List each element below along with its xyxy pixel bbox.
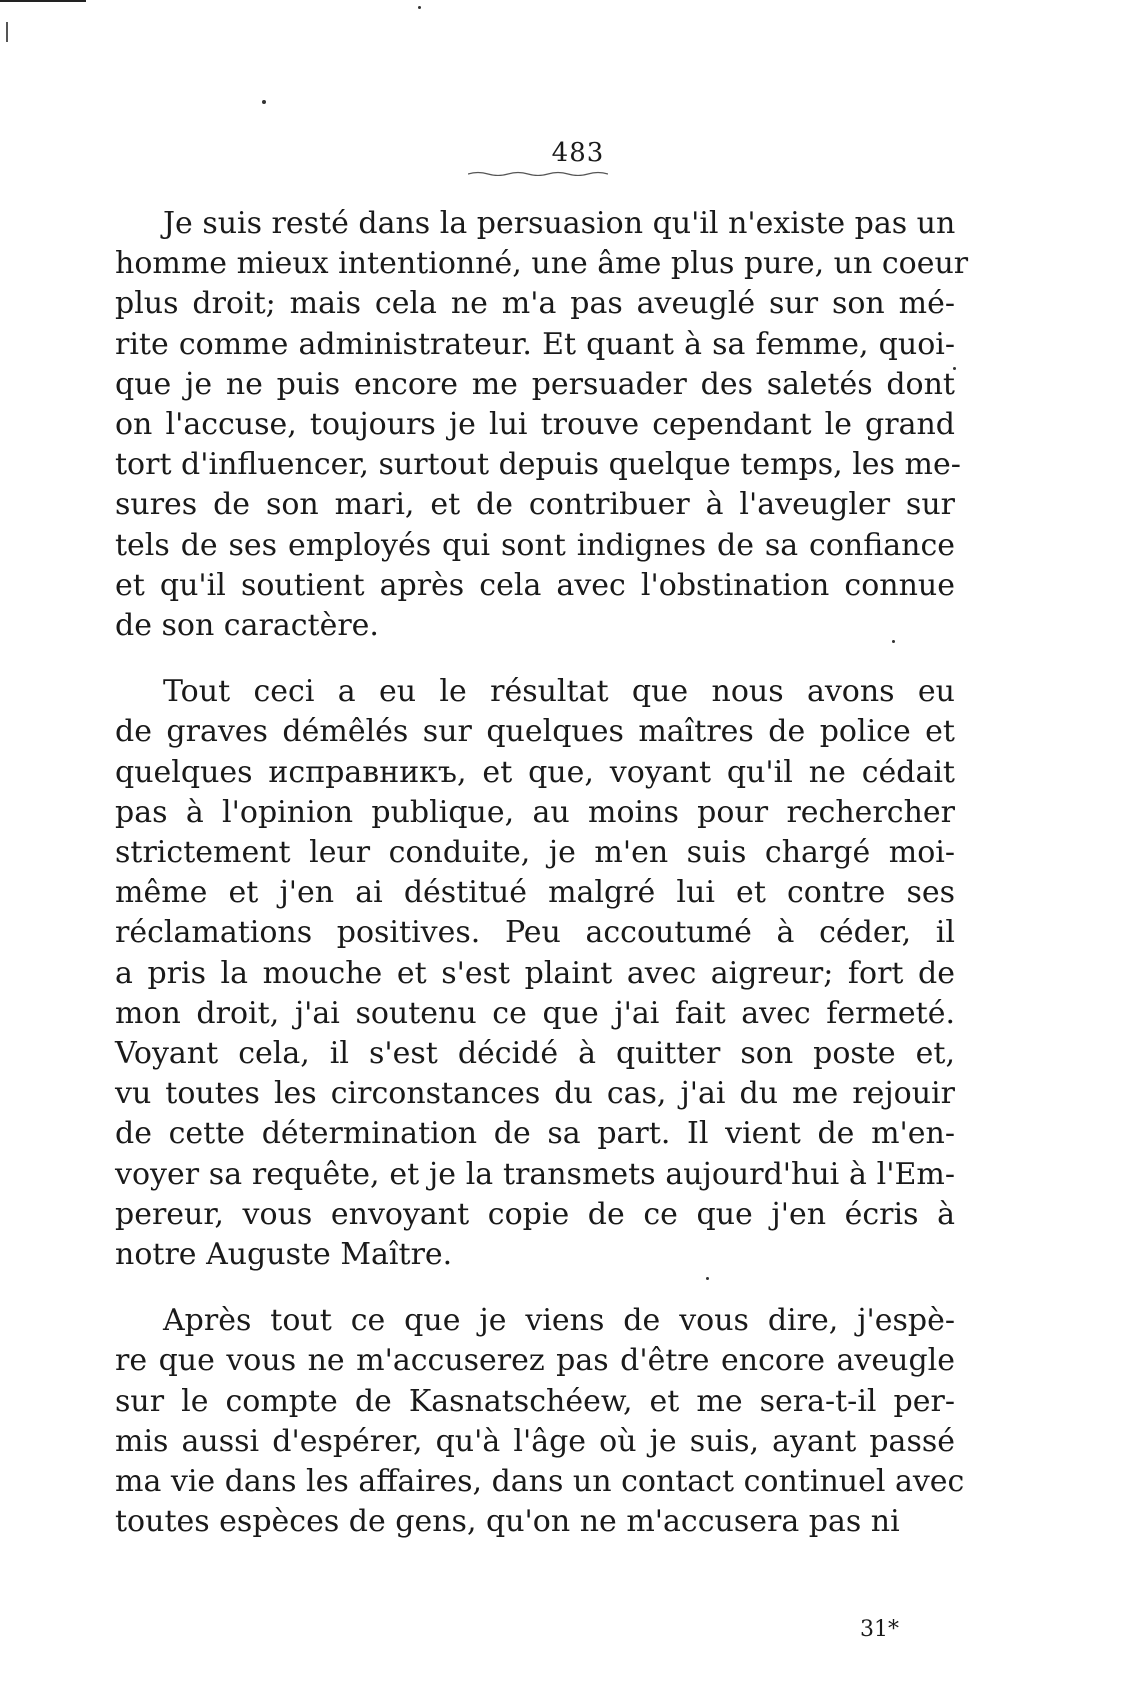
text-line: que je ne puis encore me persuader des saletés dont [115, 366, 955, 402]
text-line: mis aussi d'espérer, qu'à l'âge où je suis, ayant passé [115, 1423, 955, 1459]
scan-border-mark [6, 22, 8, 42]
text-line: Je suis resté dans la persuasion qu'il n'existe pas un [163, 206, 956, 241]
text-line: de cette détermination de sa part. Il vient de m'en- [115, 1116, 955, 1152]
text-line: homme mieux intentionné, une âme plus pure, un coeur [115, 246, 969, 282]
scan-speck [262, 100, 266, 104]
text-line: tort d'influencer, surtout depuis quelque temps, les me- [115, 447, 961, 483]
paragraph [115, 1301, 965, 1542]
paragraph [115, 672, 955, 1275]
text-line: on l'accuse, toujours je lui trouve cependant le grand [115, 407, 955, 443]
text-line: re que vous ne m'accuserez pas d'être encore aveugle [115, 1343, 955, 1379]
scan-speck [418, 6, 421, 9]
text-line: mon droit, j'ai soutenu ce que j'ai fait avec fermeté. [115, 995, 955, 1031]
text-line: a pris la mouche et s'est plaint avec aigreur; fort de [115, 955, 955, 991]
scan-border-mark [0, 0, 86, 2]
text-line: Après tout ce que je viens de vous dire, j'espè- [163, 1303, 955, 1339]
text-line: pereur, vous envoyant copie de ce que j'en écris à [115, 1196, 955, 1232]
text-line: et qu'il soutient après cela avec l'obstination connue [115, 567, 955, 603]
text-line: ma vie dans les affaires, dans un contact continuel avec [115, 1464, 965, 1500]
text-line: plus droit; mais cela ne m'a pas aveuglé sur son mé- [115, 286, 955, 322]
text-line: de graves démêlés sur quelques maîtres de police et [115, 714, 955, 750]
signature-mark: 31* [860, 1617, 899, 1642]
text-line: même et j'en ai déstitué malgré lui et contre ses [115, 875, 955, 911]
page-number: 483 [551, 138, 605, 168]
text-line: tels de ses employés qui sont indignes de sa confiance [115, 527, 955, 563]
text-line: rite comme administrateur. Et quant à sa femme, quoi- [115, 326, 955, 362]
text-line: toutes espèces de gens, qu'on ne m'accusera pas ni [115, 1504, 900, 1540]
text-line: vu toutes les circonstances du cas, j'ai du me rejouir [115, 1076, 955, 1112]
text-line: réclamations positives. Peu accoutumé à céder, il [115, 915, 955, 951]
text-line: Voyant cela, il s'est décidé à quitter son poste et, [115, 1036, 955, 1072]
body-text [115, 204, 969, 1543]
text-line: quelques исправникъ, et que, voyant qu'il ne cédait [115, 754, 955, 790]
text-line: Tout ceci a eu le résultat que nous avons eu [163, 674, 955, 710]
text-line: notre Auguste Maître. [115, 1237, 453, 1273]
page-number-ornament [468, 170, 608, 176]
text-line: de son caractère. [115, 608, 379, 644]
text-line: voyer sa requête, et je la transmets aujourd'hui à l'Em- [115, 1156, 955, 1192]
paragraph [115, 204, 969, 646]
text-line: sur le compte de Kasnatschéew, et me sera-t-il per- [115, 1383, 955, 1419]
text-line: pas à l'opinion publique, au moins pour rechercher [115, 794, 955, 830]
text-line: sures de son mari, et de contribuer à l'aveugler sur [115, 487, 955, 523]
text-line: strictement leur conduite, je m'en suis chargé moi- [115, 835, 955, 871]
